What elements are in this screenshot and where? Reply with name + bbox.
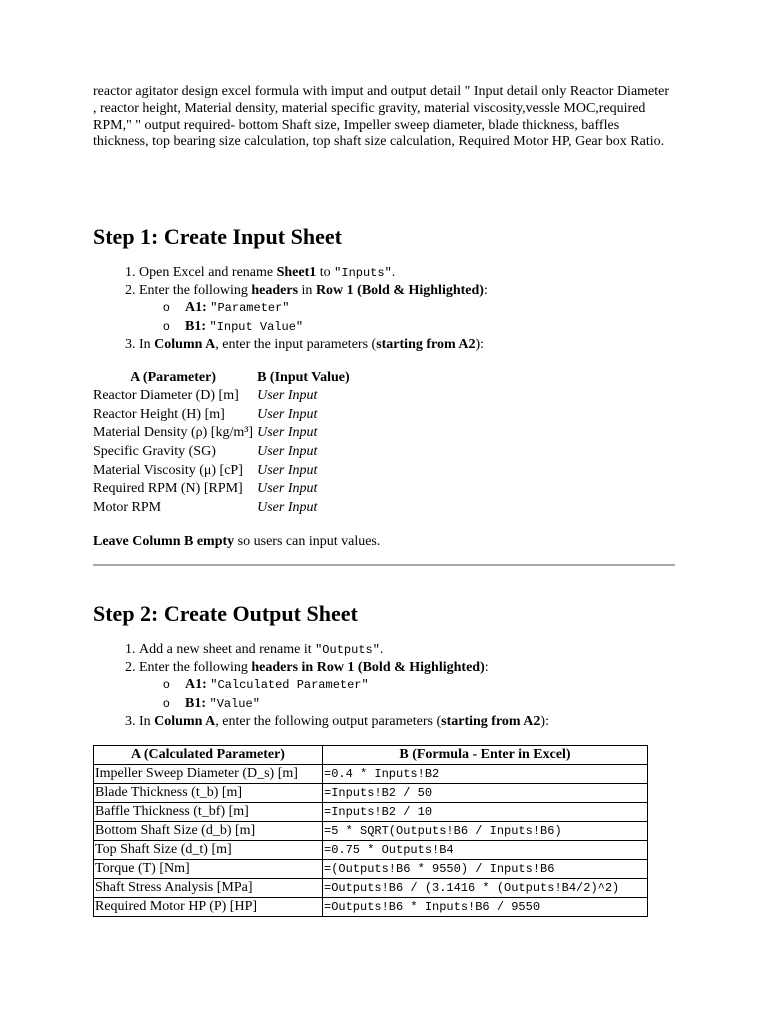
step1-list [93, 264, 721, 353]
table-row: Torque (T) [Nm] =(Outputs!B6 * 9550) / Inputs!B6 [94, 860, 648, 879]
table-row: Shaft Stress Analysis [MPa] =Outputs!B6 / (3.1416 * (Outputs!B4/2)^2) [94, 879, 648, 898]
step1-sub-a1: o A1: "Parameter" [163, 299, 721, 317]
column-header-calculated-parameter: A (Calculated Parameter) [94, 746, 323, 765]
step2-heading: Step 2: Create Output Sheet [93, 601, 358, 626]
step2-sublist [139, 676, 721, 712]
table-row: Top Shaft Size (d_t) [m] =0.75 * Outputs!B4 [94, 841, 648, 860]
table-row: Baffle Thickness (t_bf) [m] =Inputs!B2 / 10 [94, 803, 648, 822]
step2-sub-b1: o B1: "Value" [163, 695, 721, 713]
table-header-row [94, 746, 648, 765]
step1-item-3: 3. In Column A, enter the input parameters (starting from A2): [139, 336, 721, 353]
table-row: Reactor Height (H) [m] User Input [93, 406, 318, 422]
step2-list [93, 641, 721, 730]
table-row: Required Motor HP (P) [HP] =Outputs!B6 * Inputs!B6 / 9550 [94, 898, 648, 917]
document-page [93, 84, 675, 914]
table-row: Impeller Sweep Diameter (D_s) [m] =0.4 * Inputs!B2 [94, 765, 648, 784]
table-row: Required RPM (N) [RPM] User Input [93, 481, 318, 497]
table-row: Material Density (ρ) [kg/m³] User Input [93, 425, 318, 441]
leave-note: Leave Column B empty so users can input values. [93, 534, 381, 549]
table-row: Specific Gravity (SG) User Input [93, 444, 318, 460]
table-row: Material Viscosity (μ) [cP] User Input [93, 462, 318, 478]
step2-item-3: 3. In Column A, enter the following output parameters (starting from A2): [139, 713, 721, 730]
table-row: Bottom Shaft Size (d_b) [m] =5 * SQRT(Outputs!B6 / Inputs!B6) [94, 822, 648, 841]
step2-item-2: 2. Enter the following headers in Row 1 (Bold & Highlighted): o A1: "Calculated Parameter" o B1: "Value" [139, 659, 721, 713]
section-divider [93, 564, 675, 566]
step2-item-1: 1. Add a new sheet and rename it "Outputs". [139, 641, 721, 659]
step1-heading: Step 1: Create Input Sheet [93, 224, 342, 249]
table-row: Blade Thickness (t_b) [m] =Inputs!B2 / 50 [94, 784, 648, 803]
step1-item-2: 2. Enter the following headers in Row 1 (Bold & Highlighted): o A1: "Parameter" o B1: "Input Value" [139, 282, 721, 336]
column-header-formula: B (Formula - Enter in Excel) [323, 746, 648, 765]
table-row: Reactor Diameter (D) [m] User Input [93, 388, 318, 404]
column-header-input-value: B (Input Value) [257, 369, 350, 385]
input-parameters-table [91, 368, 352, 517]
step1-sub-b1: o B1: "Input Value" [163, 318, 721, 336]
step1-item-1: 1. Open Excel and rename Sheet1 to "Inputs". [139, 264, 721, 282]
table-header-row [91, 368, 352, 387]
step2-sub-a1: o A1: "Calculated Parameter" [163, 676, 721, 694]
intro-paragraph: reactor agitator design excel formula with imput and output detail " Input detail only Reactor Diameter , reactor height, Material density, material specific gravity, material viscosity,vessle MOC,required RPM," " output required- bottom Shaft size, Impeller sweep diameter, blade thickness, baffles thickness, top bearing size calculation, top shaft size calculation, Required Motor HP, Gear box Ratio. [93, 84, 670, 150]
step1-sublist [139, 299, 721, 335]
column-header-parameter: A (Parameter) [130, 369, 216, 385]
output-parameters-table [93, 745, 648, 917]
table-row: Motor RPM User Input [93, 499, 318, 515]
